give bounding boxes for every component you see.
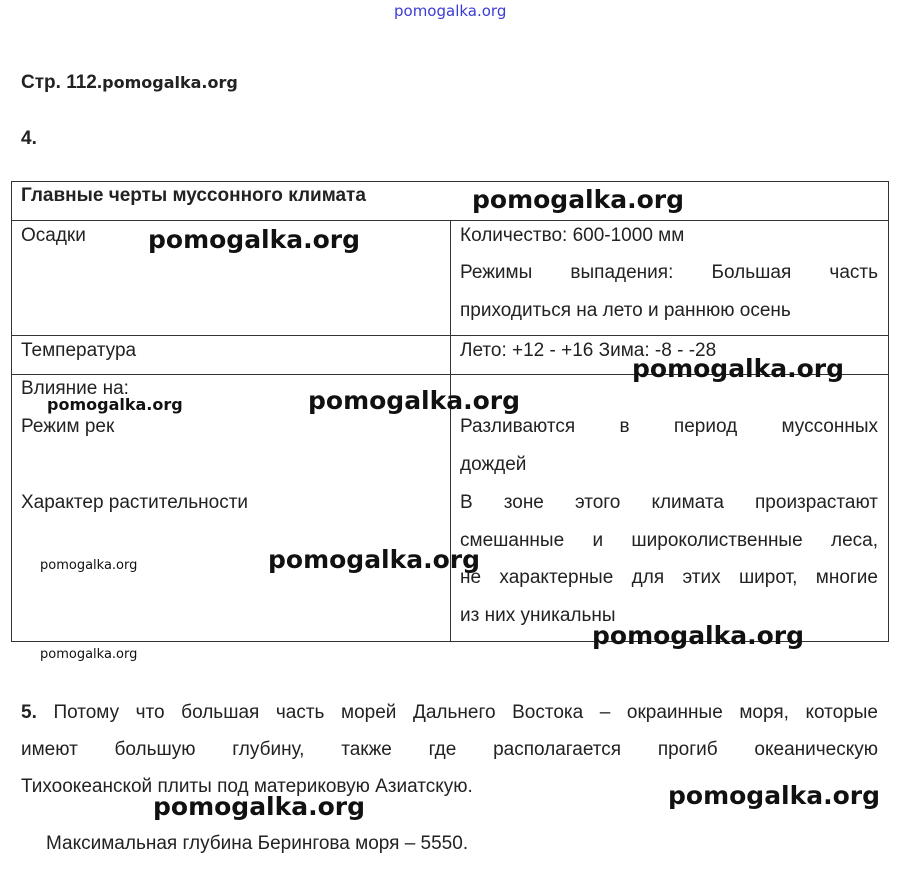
watermark-vegetation-small: pomogalka.org <box>40 558 138 573</box>
watermark-heading: pomogalka.org <box>102 73 238 92</box>
precipitation-mode-line-1: Режимы выпадения: Большая часть <box>460 262 878 283</box>
watermark-answer-left: pomogalka.org <box>153 792 366 821</box>
table-border-right <box>888 181 889 642</box>
temperature-label: Температура <box>21 340 137 361</box>
page-heading <box>21 72 238 94</box>
rivers-line-2: дождей <box>460 454 527 475</box>
table-column-divider <box>450 220 451 642</box>
vegetation-label: Характер растительности <box>21 492 249 513</box>
task-4-number: 4. <box>21 128 37 149</box>
watermark-title-row: pomogalka.org <box>472 185 685 214</box>
vegetation-line-2: смешанные и широколиственные леса, <box>460 530 878 551</box>
watermark-temp-row: pomogalka.org <box>632 354 845 383</box>
watermark-influence-big: pomogalka.org <box>308 386 521 415</box>
watermark-vegetation-right: pomogalka.org <box>592 621 805 650</box>
vegetation-line-4: из них уникальны <box>460 605 616 626</box>
page-number: Стр. 112. <box>21 72 103 93</box>
rivers-label: Режим рек <box>21 416 115 437</box>
temperature-value: Лето: +12 - +16 Зима: -8 - -28 <box>460 340 717 361</box>
watermark-vegetation-big: pomogalka.org <box>268 545 481 574</box>
precipitation-label: Осадки <box>21 225 86 246</box>
vegetation-line-1: В зоне этого климата произрастают <box>460 492 878 513</box>
task-5-number: 5. <box>21 702 37 723</box>
watermark-below-table: pomogalka.org <box>40 647 138 662</box>
table-border-top <box>11 181 889 182</box>
watermark-influence-small: pomogalka.org <box>47 395 183 414</box>
precipitation-amount: Количество: 600-1000 мм <box>460 225 685 246</box>
watermark-answer-right: pomogalka.org <box>668 781 881 810</box>
answer-line-3: Тихоокеанской плиты под материковую Азиатскую. <box>21 776 473 797</box>
precipitation-mode-line-2: приходиться на лето и раннюю осень <box>460 300 791 321</box>
answer-line-2: имеют большую глубину, также где располагается прогиб океаническую <box>21 739 878 760</box>
table-title: Главные черты муссонного климата <box>21 185 366 206</box>
watermark-precip-row: pomogalka.org <box>148 225 361 254</box>
watermark-top: pomogalka.org <box>394 2 507 20</box>
rivers-line-1: Разливаются в период муссонных <box>460 416 878 437</box>
table-border-left <box>11 181 12 642</box>
depth-note: Максимальная глубина Берингова моря – 5550. <box>46 833 469 854</box>
influence-label: Влияние на: <box>21 378 129 399</box>
vegetation-line-3: не характерные для этих широт, многие <box>460 567 878 588</box>
answer-line-1: 5. Потому что большая часть морей Дальнего Востока – окраинные моря, которые <box>21 702 878 723</box>
